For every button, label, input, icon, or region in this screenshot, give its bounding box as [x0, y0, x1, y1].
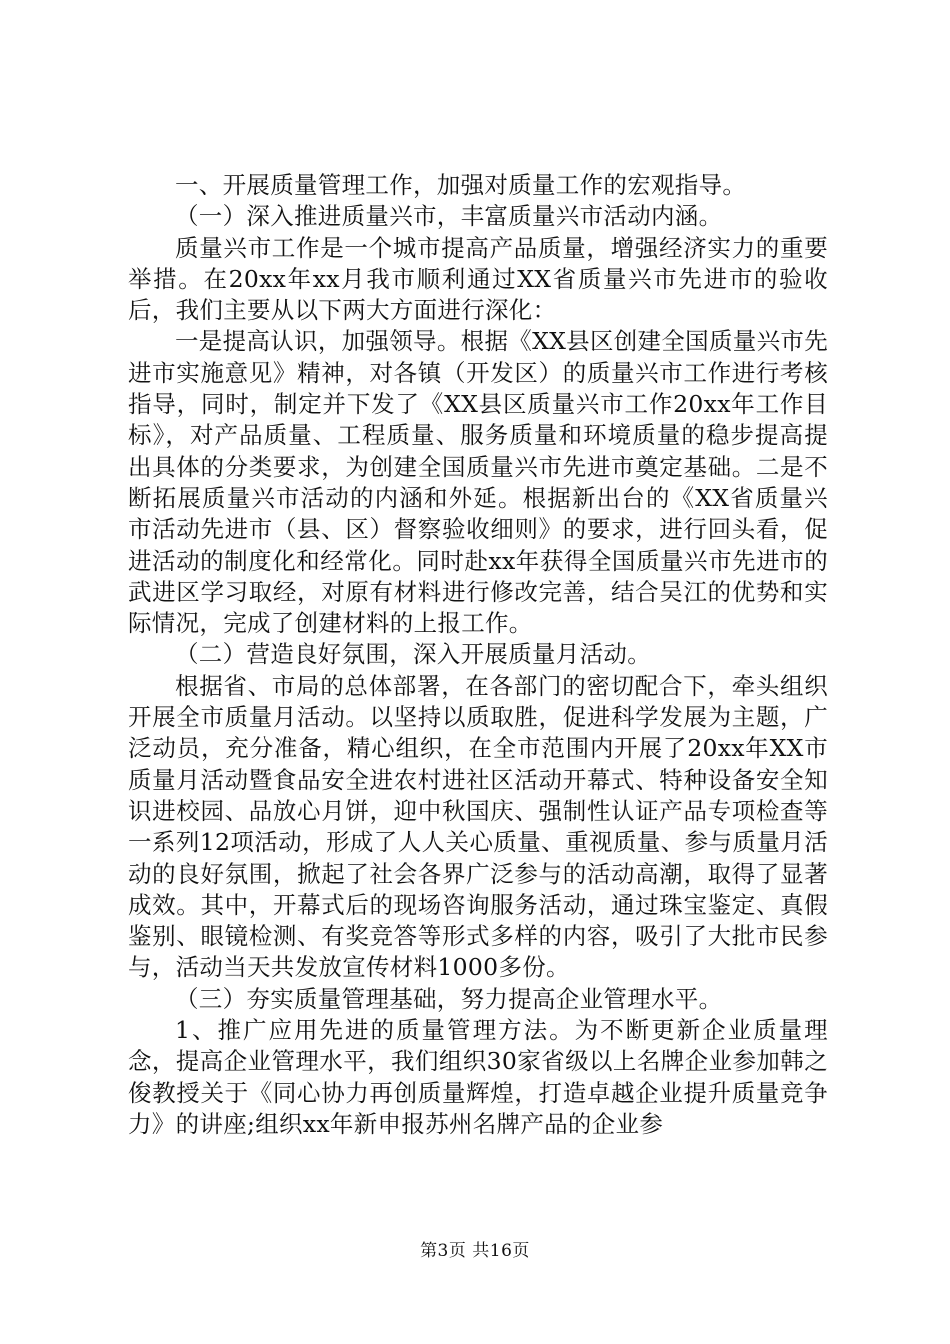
subsection-heading-1: （一）深入推进质量兴市，丰富质量兴市活动内涵。	[175, 202, 723, 231]
section-heading: 一、开展质量管理工作，加强对质量工作的宏观指导。	[175, 171, 747, 199]
page-number-footer: 第3页 共16页	[420, 1241, 530, 1261]
document-body	[128, 170, 828, 1140]
paragraph-management-methods: 1、推广应用先进的质量管理方法。为不断更新企业质量理念，提高企业管理水平，我们组织30家省级以上名牌企业参加韩之俊教授关于《同心协力再创质量辉煌，打造卓越企业提升质量竞争力》的讲座;组织xx年新申报苏州名牌产品的企业参	[128, 1016, 828, 1138]
paragraph-quality-month: 根据省、市局的总体部署，在各部门的密切配合下，牵头组织开展全市质量月活动。以坚持以质取胜，促进科学发展为主题，广泛动员，充分准备，精心组织，在全市范围内开展了20xx年XX市质量月活动暨食品安全进农村进社区活动开幕式、特种设备安全知识进校园、品放心月饼，迎中秋国庆、强制性认证产品专项检查等一系列12项活动，形成了人人关心质量、重视质量、参与质量月活动的良好氛围，掀起了社会各界广泛参与的活动高潮，取得了显著成效。其中，开幕式后的现场咨询服务活动，通过珠宝鉴定、真假鉴别、眼镜检测、有奖竞答等形式多样的内容，吸引了大批市民参与，活动当天共发放宣传材料1000多份。	[128, 671, 828, 982]
subsection-heading-3: （三）夯实质量管理基础，努力提高企业管理水平。	[175, 984, 723, 1013]
paragraph-measures: 一是提高认识，加强领导。根据《XX县区创建全国质量兴市先进市实施意见》精神，对各镇（开发区）的质量兴市工作进行考核指导，同时，制定并下发了《XX县区质量兴市工作20xx年工作目标》，对产品质量、工程质量、服务质量和环境质量的稳步提高提出具体的分类要求，为创建全国质量兴市先进市奠定基础。二是不断拓展质量兴市活动的内涵和外延。根据新出台的《XX省质量兴市活动先进市（县、区）督察验收细则》的要求，进行回头看，促进活动的制度化和经常化。同时赴xx年获得全国质量兴市先进市的武进区学习取经，对原有材料进行修改完善，结合吴江的优势和实际情况，完成了创建材料的上报工作。	[128, 327, 828, 638]
paragraph-intro: 质量兴市工作是一个城市提高产品质量，增强经济实力的重要举措。在20xx年xx月我市顺利通过XX省质量兴市先进市的验收后，我们主要从以下两大方面进行深化：	[128, 233, 828, 325]
subsection-heading-2: （二）营造良好氛围，深入开展质量月活动。	[175, 640, 651, 669]
